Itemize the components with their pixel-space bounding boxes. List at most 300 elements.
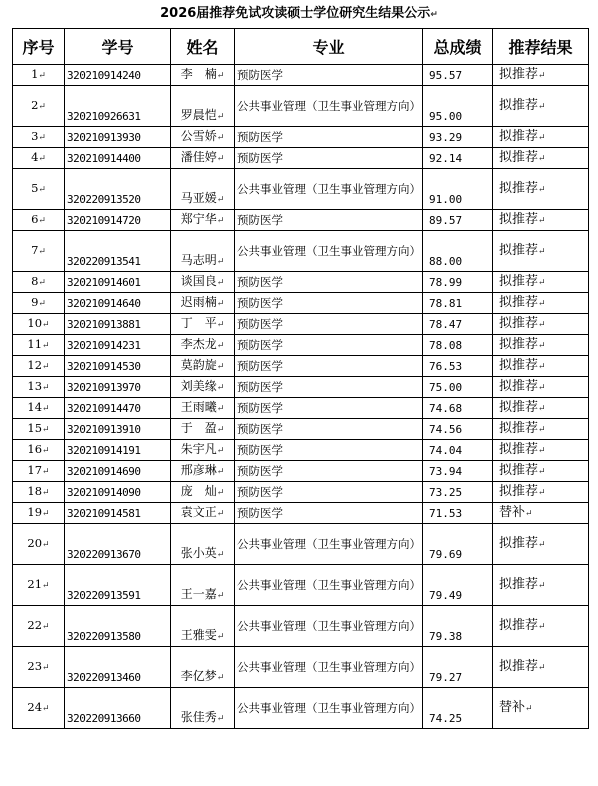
paragraph-mark-icon: ↵ [525,703,533,714]
paragraph-mark-icon: ↵ [216,509,225,519]
name-cell [171,231,235,272]
result-cell [493,440,589,461]
total-score-cell [423,356,493,377]
student-id-cell [65,272,171,293]
seq-cell-text: 7 [31,243,39,257]
student-id-cell-text: 320210913930 [67,131,141,144]
name-cell [171,148,235,169]
paragraph-mark-icon: ↵ [538,246,546,257]
seq-cell [13,482,65,503]
major-cell [235,272,423,293]
major-cell [235,356,423,377]
paragraph-mark-icon: ↵ [42,488,50,498]
student-id-cell [65,688,171,729]
major-cell-text: 预防医学 [237,68,283,82]
table-row [13,647,589,688]
name-cell [171,524,235,565]
total-score-cell-text: 73.94 [429,465,463,478]
name-cell-text: 丁 平 [180,316,217,330]
seq-cell-text: 5 [31,181,39,195]
student-id-cell-text: 320210914231 [67,339,141,352]
results-table [12,28,589,729]
result-cell [493,335,589,356]
paragraph-mark-icon: ↵ [538,70,546,81]
name-cell-text: 王雨曦 [180,400,217,414]
total-score-cell-text: 95.57 [429,69,463,82]
paragraph-mark-icon: ↵ [42,341,50,351]
student-id-cell-text: 320210913910 [67,423,141,436]
result-cell [493,148,589,169]
seq-cell [13,503,65,524]
seq-cell [13,314,65,335]
result-cell [493,86,589,127]
paragraph-mark-icon: ↵ [538,487,546,498]
total-score-cell [423,377,493,398]
student-id-cell [65,335,171,356]
name-cell [171,335,235,356]
seq-cell-text: 3 [31,129,39,143]
student-id-cell-text: 320210914601 [67,276,141,289]
seq-cell-text: 13 [27,379,43,393]
total-score-cell [423,647,493,688]
name-cell [171,65,235,86]
student-id-cell [65,210,171,231]
name-cell-text: 王一嘉 [180,587,217,601]
paragraph-mark-icon: ↵ [538,184,546,195]
result-cell-text: 拟推荐 [499,315,539,331]
major-cell-text: 预防医学 [237,151,283,165]
name-cell [171,169,235,210]
result-cell-text: 拟推荐 [499,399,539,415]
paragraph-mark-icon: ↵ [42,446,50,456]
seq-cell-text: 20 [27,536,43,550]
name-cell-text: 朱宇凡 [180,442,217,456]
name-cell [171,461,235,482]
paragraph-mark-icon: ↵ [38,102,46,112]
name-cell-text: 马志明 [180,253,217,267]
major-cell [235,210,423,231]
name-cell-text: 公雪娇 [180,129,217,143]
paragraph-mark-icon: ↵ [42,404,50,414]
student-id-cell [65,377,171,398]
student-id-cell-text: 320210914191 [67,444,141,457]
paragraph-mark-icon: ↵ [216,488,225,498]
major-cell [235,419,423,440]
result-cell-text: 拟推荐 [499,211,539,227]
result-cell-text: 替补 [499,504,526,520]
table-row [13,169,589,210]
major-cell [235,440,423,461]
result-cell [493,272,589,293]
seq-cell-text: 2 [31,98,39,112]
result-cell [493,503,589,524]
name-cell-text: 袁文正 [180,505,217,519]
student-id-cell-text: 320210914720 [67,214,141,227]
seq-cell [13,65,65,86]
major-cell [235,503,423,524]
major-cell-text: 公共事业管理（卫生事业管理方向） [237,99,421,113]
major-cell-text: 预防医学 [237,401,283,415]
paragraph-mark-icon: ↵ [538,382,546,393]
header-total-score: 总成绩 [423,29,493,65]
seq-cell [13,127,65,148]
name-cell [171,314,235,335]
paragraph-mark-icon: ↵ [216,257,225,267]
table-row [13,482,589,503]
total-score-cell [423,272,493,293]
paragraph-mark-icon: ↵ [42,383,50,393]
table-row [13,440,589,461]
seq-cell-text: 22 [27,618,43,632]
result-cell [493,65,589,86]
seq-cell-text: 17 [27,463,43,477]
major-cell-text: 预防医学 [237,317,283,331]
student-id-cell-text: 320210914470 [67,402,141,415]
table-row [13,335,589,356]
student-id-cell-text: 320220913660 [67,712,141,725]
paragraph-mark-icon: ↵ [538,539,546,550]
student-id-cell [65,293,171,314]
total-score-cell [423,503,493,524]
major-cell [235,647,423,688]
seq-cell-text: 23 [27,659,43,673]
paragraph-mark-icon: ↵ [538,277,546,288]
name-cell-text: 张小英 [180,546,217,560]
name-cell-text: 张佳秀 [180,710,217,724]
result-cell-text: 拟推荐 [499,180,539,196]
student-id-cell-text: 320210914090 [67,486,141,499]
major-cell-text: 公共事业管理（卫生事业管理方向） [237,660,421,674]
name-cell-text: 谈国良 [180,274,217,288]
result-cell [493,482,589,503]
result-cell-text: 拟推荐 [499,294,539,310]
seq-cell [13,210,65,231]
total-score-cell [423,169,493,210]
seq-cell [13,647,65,688]
total-score-cell [423,688,493,729]
name-cell [171,293,235,314]
paragraph-mark-icon: ↵ [216,320,225,330]
result-cell-text: 拟推荐 [499,420,539,436]
name-cell [171,565,235,606]
name-cell-text: 庞 灿 [180,484,217,498]
name-cell [171,440,235,461]
student-id-cell [65,647,171,688]
student-id-cell-text: 320220913591 [67,589,141,602]
major-cell-text: 预防医学 [237,422,283,436]
total-score-cell-text: 93.29 [429,131,463,144]
table-row [13,398,589,419]
name-cell-text: 莫韵旋 [180,358,217,372]
major-cell [235,688,423,729]
name-cell-text: 刘美缘 [180,379,217,393]
seq-cell [13,688,65,729]
result-cell-text: 拟推荐 [499,658,539,674]
student-id-cell [65,524,171,565]
result-cell-text: 拟推荐 [499,357,539,373]
name-cell-text: 邢彦琳 [180,463,217,477]
seq-cell [13,565,65,606]
table-row [13,293,589,314]
student-id-cell [65,148,171,169]
name-cell [171,272,235,293]
result-cell-text: 拟推荐 [499,617,539,633]
seq-cell [13,86,65,127]
table-row [13,65,589,86]
major-cell-text: 公共事业管理（卫生事业管理方向） [237,244,421,258]
seq-cell [13,606,65,647]
result-cell-text: 拟推荐 [499,535,539,551]
major-cell [235,127,423,148]
student-id-cell [65,169,171,210]
major-cell-text: 预防医学 [237,380,283,394]
result-cell [493,524,589,565]
student-id-cell [65,86,171,127]
paragraph-mark-icon: ↵ [538,319,546,330]
table-row [13,419,589,440]
total-score-cell-text: 74.04 [429,444,463,457]
paragraph-mark-icon: ↵ [38,71,46,81]
paragraph-mark-icon: ↵ [38,133,46,143]
major-cell [235,86,423,127]
total-score-cell [423,398,493,419]
name-cell [171,398,235,419]
total-score-cell-text: 78.47 [429,318,463,331]
total-score-cell-text: 79.27 [429,671,463,684]
major-cell [235,461,423,482]
major-cell [235,231,423,272]
result-cell-text: 拟推荐 [499,378,539,394]
result-cell [493,606,589,647]
name-cell-text: 王雅雯 [180,628,217,642]
student-id-cell [65,356,171,377]
total-score-cell [423,148,493,169]
seq-cell-text: 4 [31,150,39,164]
paragraph-mark-icon: ↵ [216,341,225,351]
result-cell [493,647,589,688]
student-id-cell-text: 320210914690 [67,465,141,478]
table-row [13,524,589,565]
paragraph-mark-icon: ↵ [38,185,46,195]
total-score-cell-text: 89.57 [429,214,463,227]
header-student-id: 学号 [65,29,171,65]
paragraph-mark-icon: ↵ [216,195,225,205]
total-score-cell-text: 95.00 [429,110,463,123]
name-cell-text: 李亿梦 [180,669,217,683]
paragraph-mark-icon: ↵ [42,509,50,519]
total-score-cell [423,524,493,565]
paragraph-mark-icon: ↵ [216,632,225,642]
major-cell-text: 公共事业管理（卫生事业管理方向） [237,701,421,715]
page-title: 2026届推荐免试攻读硕士学位研究生结果公示↵ [160,6,438,21]
paragraph-mark-icon: ↵ [216,299,225,309]
total-score-cell-text: 78.81 [429,297,463,310]
student-id-cell [65,65,171,86]
major-cell-text: 预防医学 [237,443,283,457]
paragraph-mark-icon: ↵ [216,425,225,435]
total-score-cell [423,335,493,356]
paragraph-mark-icon: ↵ [216,112,225,122]
paragraph-mark-icon: ↵ [216,550,225,560]
student-id-cell-text: 320210914530 [67,360,141,373]
total-score-cell [423,461,493,482]
name-cell [171,210,235,231]
paragraph-mark-icon: ↵ [216,404,225,414]
name-cell [171,356,235,377]
seq-cell [13,335,65,356]
student-id-cell [65,231,171,272]
student-id-cell-text: 320220913580 [67,630,141,643]
paragraph-mark-icon: ↵ [538,361,546,372]
name-cell [171,377,235,398]
header-name: 姓名 [171,29,235,65]
seq-cell [13,231,65,272]
seq-cell-text: 15 [27,421,43,435]
student-id-cell-text: 320210913881 [67,318,141,331]
paragraph-mark-icon: ↵ [42,320,50,330]
result-cell-text: 拟推荐 [499,149,539,165]
paragraph-mark-icon: ↵ [216,362,225,372]
student-id-cell-text: 320210926631 [67,110,141,123]
major-cell-text: 公共事业管理（卫生事业管理方向） [237,619,421,633]
table-row [13,86,589,127]
paragraph-mark-icon: ↵ [42,540,50,550]
paragraph-mark-icon: ↵ [538,215,546,226]
seq-cell-text: 6 [31,212,39,226]
seq-cell-text: 1 [31,67,39,81]
seq-cell-text: 24 [27,700,43,714]
paragraph-mark-icon: ↵ [216,71,225,81]
table-row [13,231,589,272]
total-score-cell [423,440,493,461]
major-cell [235,148,423,169]
major-cell-text: 预防医学 [237,359,283,373]
name-cell-text: 迟雨楠 [180,295,217,309]
seq-cell-text: 19 [27,505,43,519]
total-score-cell-text: 73.25 [429,486,463,499]
result-cell [493,210,589,231]
seq-cell [13,356,65,377]
major-cell [235,398,423,419]
result-cell-text: 拟推荐 [499,462,539,478]
paragraph-mark-icon: ↵ [538,132,546,143]
total-score-cell-text: 78.99 [429,276,463,289]
major-cell-text: 预防医学 [237,213,283,227]
paragraph-mark-icon: ↵ [216,591,225,601]
student-id-cell [65,482,171,503]
result-cell-text: 拟推荐 [499,483,539,499]
paragraph-mark-icon: ↵ [216,216,225,226]
name-cell-text: 李 楠 [180,67,217,81]
table-row [13,148,589,169]
name-cell-text: 郑宁华 [180,212,217,226]
student-id-cell [65,398,171,419]
table-row [13,688,589,729]
major-cell [235,482,423,503]
result-cell [493,461,589,482]
total-score-cell-text: 79.49 [429,589,463,602]
major-cell-text: 预防医学 [237,464,283,478]
seq-cell [13,293,65,314]
seq-cell [13,148,65,169]
name-cell [171,482,235,503]
name-cell-text: 于 盈 [180,421,217,435]
paragraph-mark-icon: ↵ [42,663,50,673]
total-score-cell [423,65,493,86]
major-cell-text: 预防医学 [237,296,283,310]
student-id-cell-text: 320210914581 [67,507,141,520]
seq-cell-text: 10 [27,316,43,330]
table-row [13,272,589,293]
total-score-cell-text: 88.00 [429,255,463,268]
paragraph-mark-icon: ↵ [216,383,225,393]
name-cell [171,606,235,647]
major-cell-text: 预防医学 [237,130,283,144]
paragraph-mark-icon: ↵ [538,621,546,632]
major-cell-text: 预防医学 [237,485,283,499]
total-score-cell [423,86,493,127]
seq-cell [13,169,65,210]
major-cell-text: 预防医学 [237,506,283,520]
table-row [13,127,589,148]
result-cell [493,377,589,398]
paragraph-mark-icon: ↵ [538,340,546,351]
paragraph-mark-icon: ↵ [216,154,225,164]
name-cell-text: 罗晨恺 [180,108,217,122]
seq-cell-text: 8 [31,274,39,288]
seq-cell-text: 16 [27,442,43,456]
total-score-cell [423,314,493,335]
major-cell [235,314,423,335]
paragraph-mark-icon: ↵ [538,466,546,477]
result-cell-text: 替补 [499,699,526,715]
result-cell-text: 拟推荐 [499,441,539,457]
name-cell-text: 李杰龙 [180,337,217,351]
seq-cell [13,461,65,482]
table-row [13,356,589,377]
name-cell-text: 马亚媛 [180,191,217,205]
total-score-cell-text: 71.53 [429,507,463,520]
total-score-cell-text: 76.53 [429,360,463,373]
name-cell [171,688,235,729]
paragraph-mark-icon: ↵ [538,580,546,591]
seq-cell [13,419,65,440]
name-cell [171,419,235,440]
result-cell [493,688,589,729]
paragraph-mark-icon: ↵ [38,216,46,226]
seq-cell [13,524,65,565]
major-cell [235,565,423,606]
name-cell [171,503,235,524]
total-score-cell [423,565,493,606]
table-row [13,210,589,231]
header-seq: 序号 [13,29,65,65]
table-row [13,565,589,606]
result-cell [493,356,589,377]
result-cell [493,169,589,210]
major-cell [235,169,423,210]
paragraph-mark-icon: ↵ [538,298,546,309]
result-cell [493,231,589,272]
total-score-cell [423,606,493,647]
result-cell [493,398,589,419]
total-score-cell-text: 74.56 [429,423,463,436]
paragraph-mark-icon: ↵ [538,403,546,414]
result-cell [493,419,589,440]
result-cell-text: 拟推荐 [499,273,539,289]
paragraph-mark-icon: ↵ [216,467,225,477]
major-cell [235,293,423,314]
